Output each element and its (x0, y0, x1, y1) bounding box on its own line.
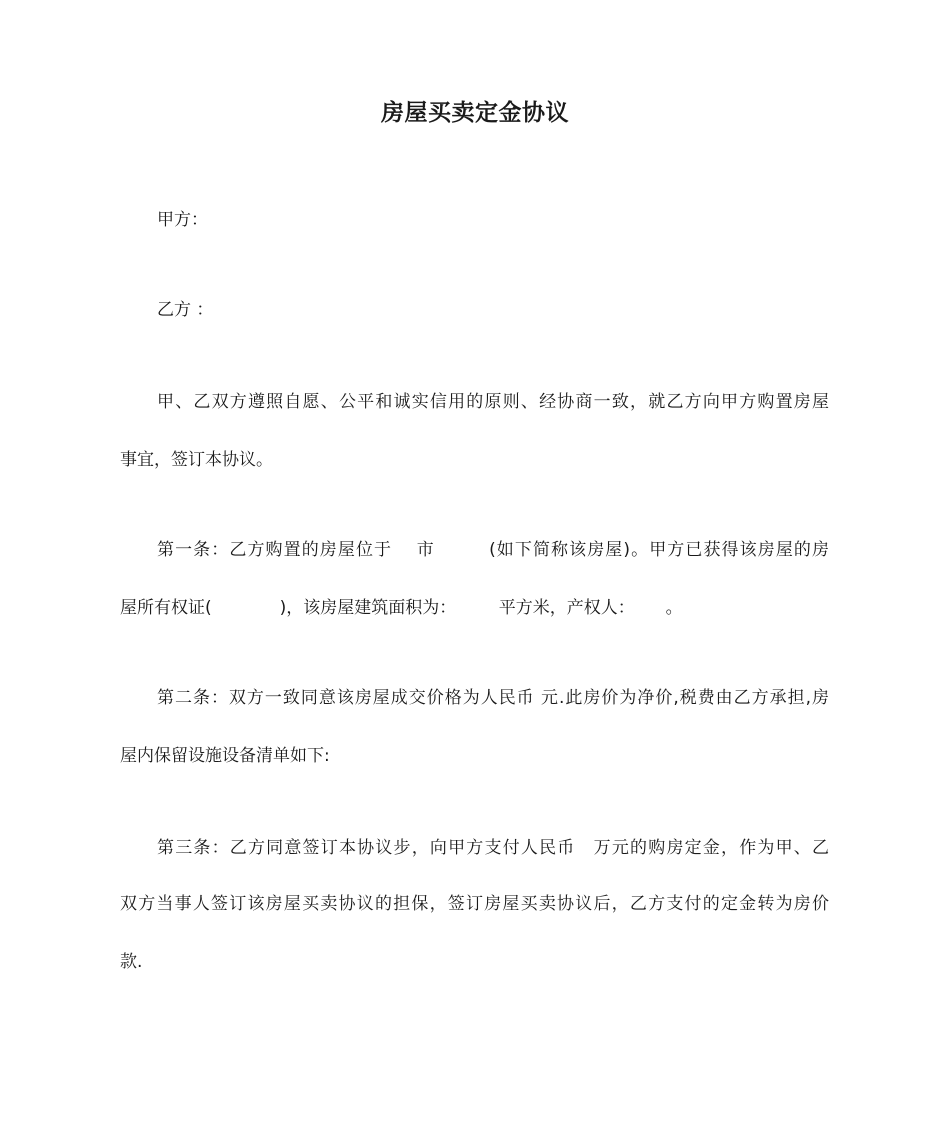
preamble-line-2: 事宜，签订本协议。 (120, 450, 273, 470)
article2-line-1: 第二条：双方一致同意该房屋成交价格为人民币 元.此房价为净价,税费由乙方承担,房 (157, 688, 829, 708)
article2-line-2: 屋内保留设施设备清单如下: (120, 746, 330, 766)
article3-line-3: 款. (120, 952, 143, 972)
preamble-line-1: 甲、乙双方遵照自愿、公平和诚实信用的原则、经协商一致，就乙方向甲方购置房屋 (157, 392, 829, 412)
document-title: 房屋买卖定金协议 (381, 100, 569, 126)
party-b-line: 乙方 ： (157, 300, 214, 320)
article3-line-1: 第三条：乙方同意签订本协议步，向甲方支付人民币 万元的购房定金，作为甲、乙 (157, 838, 829, 858)
article1-line-1: 第一条：乙方购置的房屋位于 市 (如下简称该房屋)。甲方已获得该房屋的房 (157, 540, 829, 560)
article1-line-2: 屋所有权证( )，该房屋建筑面积为： 平方米，产权人： 。 (120, 598, 683, 618)
article3-line-2: 双方当事人签订该房屋买卖协议的担保，签订房屋买卖协议后，乙方支付的定金转为房价 (120, 894, 829, 914)
party-a-line: 甲方： (157, 210, 208, 230)
